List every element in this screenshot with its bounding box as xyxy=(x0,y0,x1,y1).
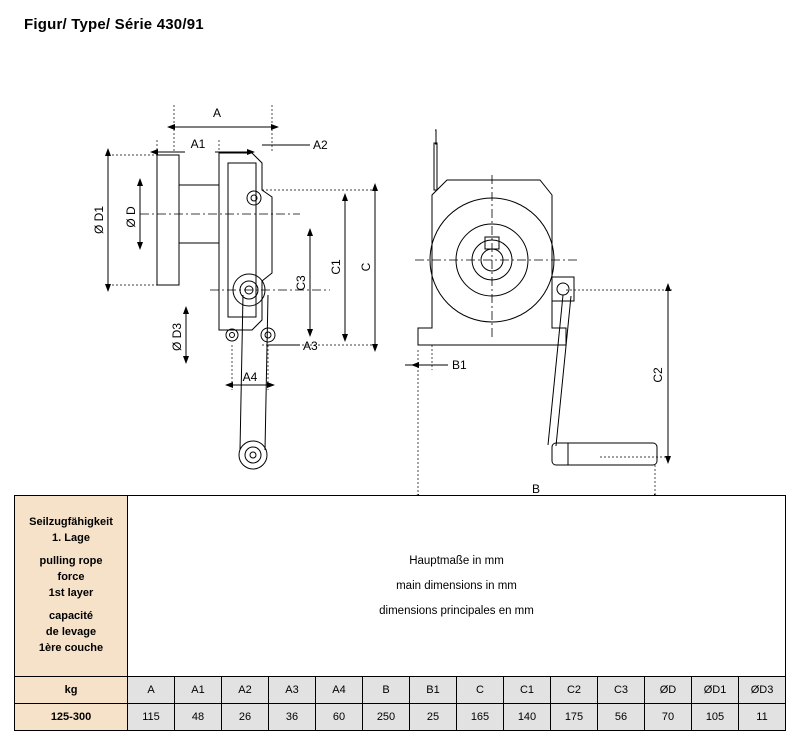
column-header-OD1: ØD1 xyxy=(692,677,739,704)
dim-label-A2: A2 xyxy=(313,138,328,152)
dim-label-A4: A4 xyxy=(242,370,258,384)
technical-drawing xyxy=(0,45,800,496)
dim-label-A1: A1 xyxy=(190,137,206,151)
cell-C2: 175 xyxy=(551,704,598,731)
table-row-column-headers xyxy=(15,677,786,704)
dim-label-A3: A3 xyxy=(303,339,318,353)
main-dimensions-de: Hauptmaße in mm xyxy=(409,555,504,567)
main-dimensions-en: main dimensions in mm xyxy=(396,580,517,592)
dim-label-B1: B1 xyxy=(452,358,467,372)
dim-label-D3: Ø D3 xyxy=(170,322,184,352)
table-row xyxy=(15,704,786,731)
row-capacity-value: 125-300 xyxy=(15,704,128,731)
unit-label-cell: kg xyxy=(15,677,128,704)
capacity-header-fr-2: de levage xyxy=(45,625,97,638)
dim-label-C1: C1 xyxy=(329,259,343,275)
column-header-OD3: ØD3 xyxy=(739,677,786,704)
main-dimensions-fr: dimensions principales en mm xyxy=(379,605,534,617)
cell-A: 115 xyxy=(128,704,175,731)
cell-OD: 70 xyxy=(645,704,692,731)
dim-label-D1: Ø D1 xyxy=(92,205,106,235)
dimensions-table xyxy=(14,495,786,731)
cell-C: 165 xyxy=(457,704,504,731)
column-header-A1: A1 xyxy=(175,677,222,704)
dim-label-B: B xyxy=(531,482,541,496)
cell-A4: 60 xyxy=(316,704,363,731)
cell-A2: 26 xyxy=(222,704,269,731)
capacity-header-en-3: 1st layer xyxy=(48,587,94,599)
cell-B: 250 xyxy=(363,704,410,731)
column-header-A: A xyxy=(128,677,175,704)
column-header-C: C xyxy=(457,677,504,704)
main-dimensions-header-cell xyxy=(128,496,786,677)
drawing-svg xyxy=(0,45,800,496)
dim-label-C2: C2 xyxy=(651,367,665,383)
cell-A3: 36 xyxy=(269,704,316,731)
column-header-A3: A3 xyxy=(269,677,316,704)
dim-label-C3: C3 xyxy=(294,275,308,291)
column-header-OD: ØD xyxy=(645,677,692,704)
table-row-header-block xyxy=(15,496,786,677)
capacity-header-de-1: Seilzugfähigkeit xyxy=(29,516,113,529)
cell-C3: 56 xyxy=(598,704,645,731)
column-header-A2: A2 xyxy=(222,677,269,704)
capacity-header-en-2: force xyxy=(57,571,85,584)
column-header-B1: B1 xyxy=(410,677,457,704)
capacity-header-de-2: 1. Lage xyxy=(52,532,90,545)
capacity-header-cell xyxy=(15,496,128,677)
capacity-header-fr-1: capacité xyxy=(48,609,94,622)
capacity-header-fr-3: 1ère couche xyxy=(38,641,104,654)
dim-label-A: A xyxy=(212,106,222,120)
column-header-C2: C2 xyxy=(551,677,598,704)
column-header-C3: C3 xyxy=(598,677,645,704)
page-title: Figur/ Type/ Série 430/91 xyxy=(24,16,204,33)
cell-B1: 25 xyxy=(410,704,457,731)
column-header-C1: C1 xyxy=(504,677,551,704)
cell-A1: 48 xyxy=(175,704,222,731)
capacity-header-en-1: pulling rope xyxy=(39,555,103,568)
cell-C1: 140 xyxy=(504,704,551,731)
column-header-B: B xyxy=(363,677,410,704)
column-header-A4: A4 xyxy=(316,677,363,704)
dim-label-D: Ø D xyxy=(124,206,138,228)
dim-label-C: C xyxy=(359,262,373,272)
cell-OD1: 105 xyxy=(692,704,739,731)
cell-OD3: 11 xyxy=(739,704,786,731)
